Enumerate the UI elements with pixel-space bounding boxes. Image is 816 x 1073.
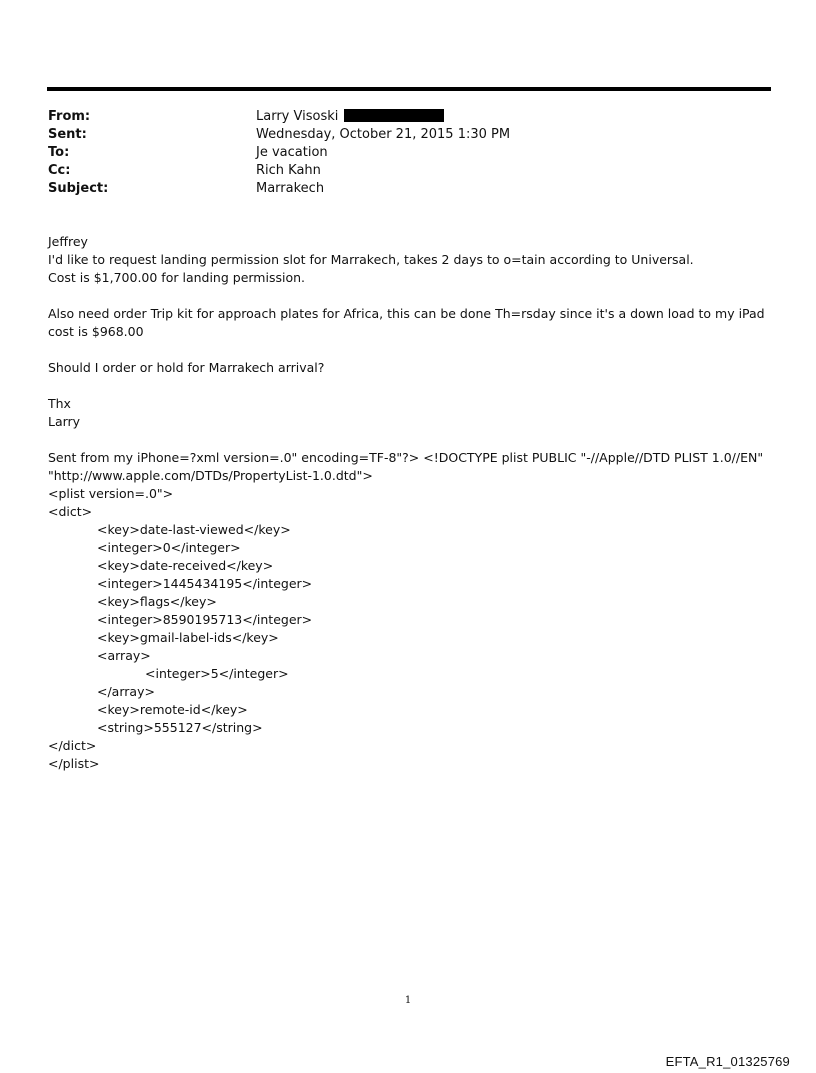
plist-value-line: <integer>5</integer> bbox=[145, 666, 289, 681]
plist-key-line: <key>remote-id</key> bbox=[97, 702, 248, 717]
to-label: To: bbox=[48, 145, 70, 160]
cc-label: Cc: bbox=[48, 163, 71, 178]
plist-key-line: <key>date-last-viewed</key> bbox=[97, 522, 291, 537]
subject-row bbox=[48, 180, 748, 198]
from-label: From: bbox=[48, 109, 91, 124]
dtd-url-line: "http://www.apple.com/DTDs/PropertyList-1.0.dtd"> bbox=[48, 468, 373, 483]
blank-line bbox=[48, 377, 778, 395]
plist-key-line: <key>gmail-label-ids</key> bbox=[97, 630, 279, 645]
sent-from-line: Sent from my iPhone=?xml version=.0" encoding=TF-8"?> <!DOCTYPE plist PUBLIC "-//Apple//DTD PLIST 1.0//EN" bbox=[48, 450, 764, 465]
to-value: Je vacation bbox=[256, 145, 328, 160]
page-number: 1 bbox=[404, 995, 412, 1006]
dict-open: <dict> bbox=[48, 504, 93, 519]
from-row bbox=[48, 108, 748, 126]
plist-close: </plist> bbox=[48, 756, 100, 771]
plist-value-line: <integer>8590195713</integer> bbox=[97, 612, 313, 627]
header-divider bbox=[47, 87, 771, 91]
array-open: <array> bbox=[97, 648, 151, 663]
paragraph-1-line-1: I'd like to request landing permission slot for Marrakech, takes 2 days to o=tain according to Universal. bbox=[48, 252, 694, 267]
plist-value-line: <string>555127</string> bbox=[97, 720, 263, 735]
sent-label: Sent: bbox=[48, 127, 87, 142]
blank-line bbox=[48, 287, 778, 305]
blank-line bbox=[48, 431, 778, 449]
subject-label: Subject: bbox=[48, 181, 109, 196]
from-value bbox=[256, 108, 444, 126]
plist-value-line: <integer>1445434195</integer> bbox=[97, 576, 313, 591]
email-body bbox=[48, 233, 778, 773]
bates-number: EFTA_R1_01325769 bbox=[665, 1054, 790, 1069]
redaction-box bbox=[344, 109, 444, 122]
plist-value-line: <integer>0</integer> bbox=[97, 540, 241, 555]
paragraph-3: Should I order or hold for Marrakech arrival? bbox=[48, 360, 325, 375]
cc-value: Rich Kahn bbox=[256, 163, 321, 178]
cc-row bbox=[48, 162, 748, 180]
plist-key-line: <key>date-received</key> bbox=[97, 558, 274, 573]
plist-key-line: <key>flags</key> bbox=[97, 594, 217, 609]
dict-close: </dict> bbox=[48, 738, 97, 753]
greeting: Jeffrey bbox=[48, 234, 88, 249]
to-row bbox=[48, 144, 748, 162]
sender-name: Larry Visoski bbox=[256, 109, 339, 124]
array-close: </array> bbox=[97, 684, 155, 699]
closing-thanks: Thx bbox=[48, 396, 71, 411]
signature: Larry bbox=[48, 414, 81, 429]
paragraph-2: Also need order Trip kit for approach plates for Africa, this can be done Th=rsday since it's a down load to my iPad cost is $968.00 bbox=[48, 306, 765, 339]
sent-value: Wednesday, October 21, 2015 1:30 PM bbox=[256, 127, 511, 142]
paragraph-1-line-2: Cost is $1,700.00 for landing permission. bbox=[48, 270, 306, 285]
plist-open: <plist version=.0"> bbox=[48, 486, 174, 501]
sent-row bbox=[48, 126, 748, 144]
email-header bbox=[48, 108, 748, 198]
blank-line bbox=[48, 341, 778, 359]
subject-value: Marrakech bbox=[256, 181, 325, 196]
